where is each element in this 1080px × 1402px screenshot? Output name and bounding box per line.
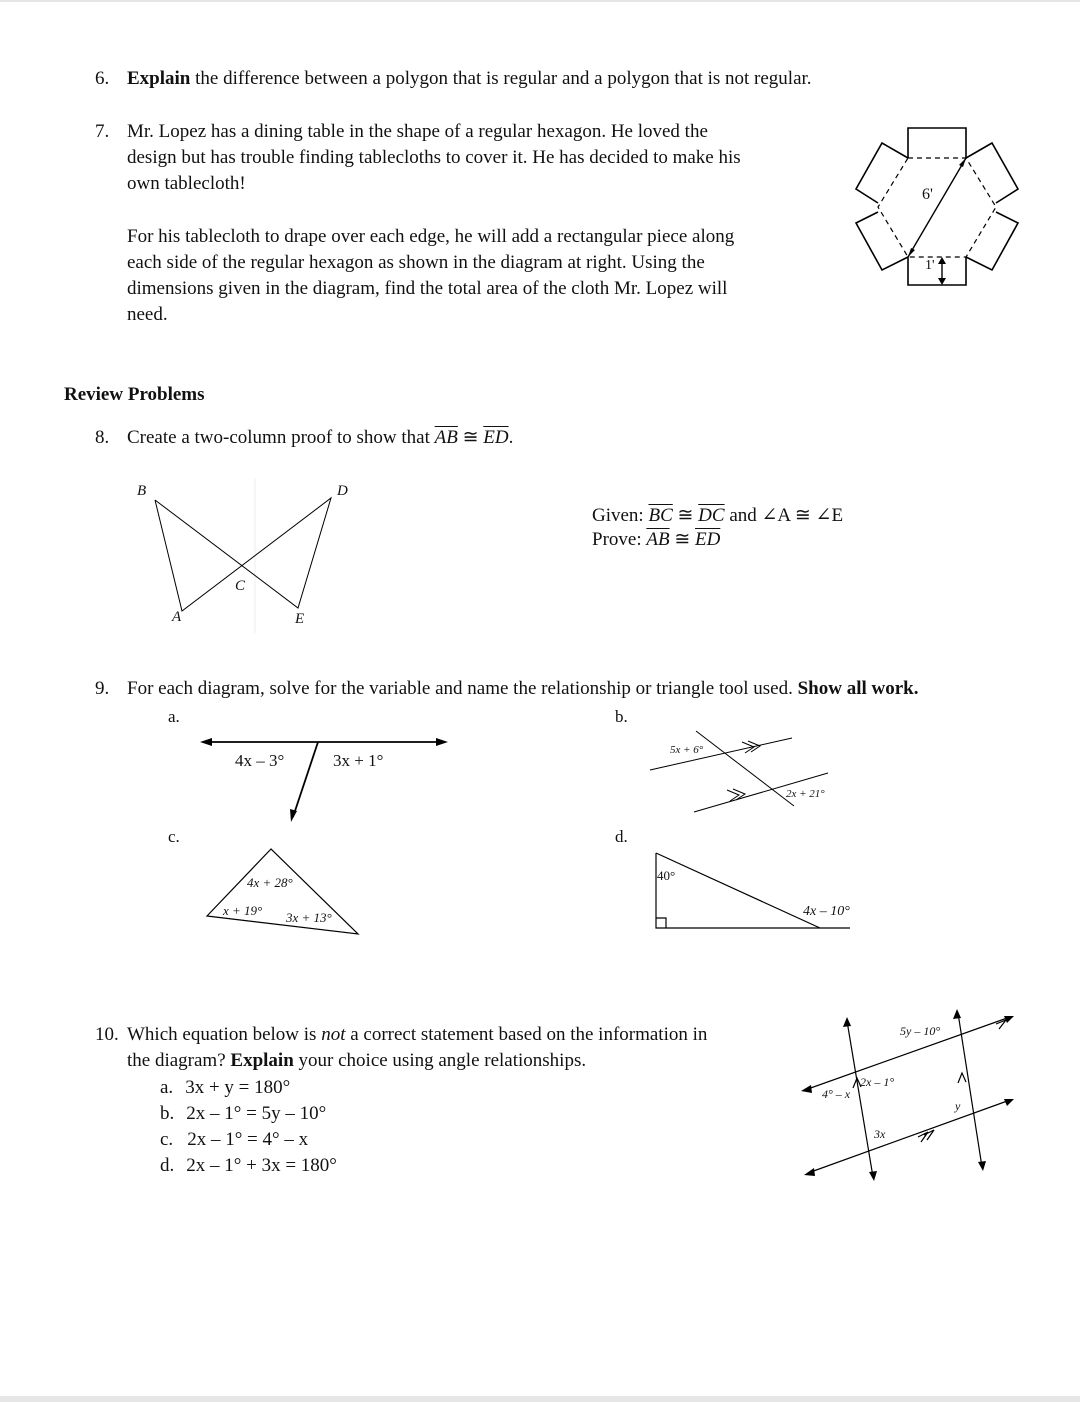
q6-number: 6. (95, 68, 110, 89)
q7-p2-line: each side of the regular hexagon as shown in the diagram at right. Using the (127, 252, 705, 273)
q9b-top-angle: 5x + 6° (670, 744, 704, 756)
q9b-diagram (650, 728, 830, 828)
q7-p2-line: need. (127, 304, 168, 325)
q8-segment-ab: $\overline{AB}$ (434, 427, 458, 448)
q9-bold: Show all work. (797, 678, 919, 699)
q9a-label: a. (168, 707, 180, 726)
q9d-label: d. (615, 827, 628, 846)
q10-line-1 (127, 1022, 707, 1048)
q9-text (127, 676, 918, 702)
q8-number: 8. (95, 427, 110, 448)
q10-not: not (321, 1024, 346, 1045)
q8-label-b: B (137, 483, 147, 499)
q6-text (127, 66, 812, 92)
q10-label-top: 5y – 10° (900, 1024, 941, 1038)
q8-congruent: ≅ (457, 427, 484, 448)
q7-paragraph-1 (127, 119, 741, 197)
q9b-bottom-angle: 2x + 21° (786, 788, 825, 800)
prove-seg-ed: $\overline{ED}$ (695, 529, 721, 550)
given-cong: ≅ (672, 505, 699, 526)
q10-choice-d (160, 1153, 337, 1179)
choice-equation: 2x – 1° + 3x = 180° (186, 1155, 337, 1176)
q9d-exterior-angle: 4x – 10° (803, 904, 850, 919)
q8-label-d: D (337, 483, 348, 499)
q7-p2-line: For his tablecloth to drape over each edge, he will add a rectangular piece along (127, 226, 735, 247)
q10-l1-b: a correct statement based on the information in (345, 1024, 708, 1045)
given-seg-dc: $\overline{DC}$ (698, 505, 725, 526)
q8-segment-ed: $\overline{ED}$ (483, 427, 509, 448)
q10-label-mid: 2x – 1° (860, 1075, 895, 1089)
hexagon-label-1ft: 1' (925, 258, 935, 273)
given-seg-bc: $\overline{BC}$ (648, 505, 673, 526)
q6-body: the difference between a polygon that is regular and a polygon that is not regular. (190, 68, 812, 89)
q7-p1-line: design but has trouble finding tablecloths to cover it. He has decided to make his (127, 147, 741, 168)
choice-letter: a. (160, 1077, 174, 1098)
q9a-left-angle: 4x – 3° (235, 751, 285, 770)
q10-choice-c (160, 1127, 308, 1153)
choice-equation: 2x – 1° = 4° – x (187, 1129, 309, 1150)
q10-l1-a: Which equation below is (127, 1024, 322, 1045)
q8-label-e: E (295, 611, 305, 627)
q9-body: For each diagram, solve for the variable and name the relationship or triangle tool used. (127, 678, 798, 699)
choice-letter: c. (160, 1129, 174, 1150)
prove-prefix: Prove: (592, 529, 647, 550)
q7-paragraph-2 (127, 224, 734, 328)
q9c-top-angle: 4x + 28° (247, 875, 293, 890)
choice-letter: d. (160, 1155, 175, 1176)
q10-label-y: y (955, 1099, 961, 1113)
q7-p1-line: own tablecloth! (127, 173, 246, 194)
q8-label-c: C (235, 578, 246, 594)
q6-bold: Explain (127, 68, 191, 89)
q8-label-a: A (172, 609, 182, 625)
q9-number: 9. (95, 678, 110, 699)
q8-text (127, 425, 513, 451)
review-problems-heading: Review Problems (64, 384, 205, 405)
q7-p1-line: Mr. Lopez has a dining table in the shape of a regular hexagon. He loved the (127, 121, 708, 142)
q7-number: 7. (95, 121, 110, 142)
q8-given (592, 503, 843, 529)
q9d-angle: 40° (657, 868, 676, 883)
q9b-label: b. (615, 707, 628, 726)
q8-body: Create a two-column proof to show that (127, 427, 435, 448)
prove-cong: ≅ (669, 529, 695, 550)
q10-l2-b: your choice using angle relationships. (293, 1050, 587, 1071)
q7-p2-line: dimensions given in the diagram, find the total area of the cloth Mr. Lopez will (127, 278, 728, 299)
q10-label-left: 4° – x (822, 1087, 851, 1101)
given-rest: and ∠A ≅ ∠E (724, 505, 844, 526)
q8-period: . (508, 427, 514, 448)
hexagon-tablecloth-diagram (850, 125, 1025, 285)
q10-choice-a (160, 1075, 290, 1101)
q8-bowtie-diagram (130, 478, 350, 638)
choice-equation: 2x – 1° = 5y – 10° (186, 1103, 327, 1124)
given-prefix: Given: (592, 505, 649, 526)
q10-label-bottom: 3x (874, 1127, 886, 1141)
q9c-diagram (200, 846, 365, 938)
q10-l2-a: the diagram? (127, 1050, 231, 1071)
q9c-left-angle: x + 19° (223, 903, 263, 918)
q10-line-2 (127, 1048, 586, 1074)
q10-choice-b (160, 1101, 326, 1127)
choice-letter: b. (160, 1103, 175, 1124)
q9d-diagram (650, 850, 865, 935)
q9a-diagram (200, 732, 450, 827)
q10-number: 10. (95, 1024, 119, 1045)
q10-explain: Explain (230, 1050, 294, 1071)
page-bottom-edge (0, 1396, 1080, 1402)
choice-equation: 3x + y = 180° (185, 1077, 291, 1098)
q9c-right-angle: 3x + 13° (286, 910, 332, 925)
q9a-right-angle: 3x + 1° (333, 751, 384, 770)
q8-prove (592, 527, 720, 553)
q9c-label: c. (168, 827, 180, 846)
prove-seg-ab: $\overline{AB}$ (646, 529, 670, 550)
page-top-edge (0, 0, 1080, 2)
hexagon-label-6ft: 6' (922, 186, 933, 203)
